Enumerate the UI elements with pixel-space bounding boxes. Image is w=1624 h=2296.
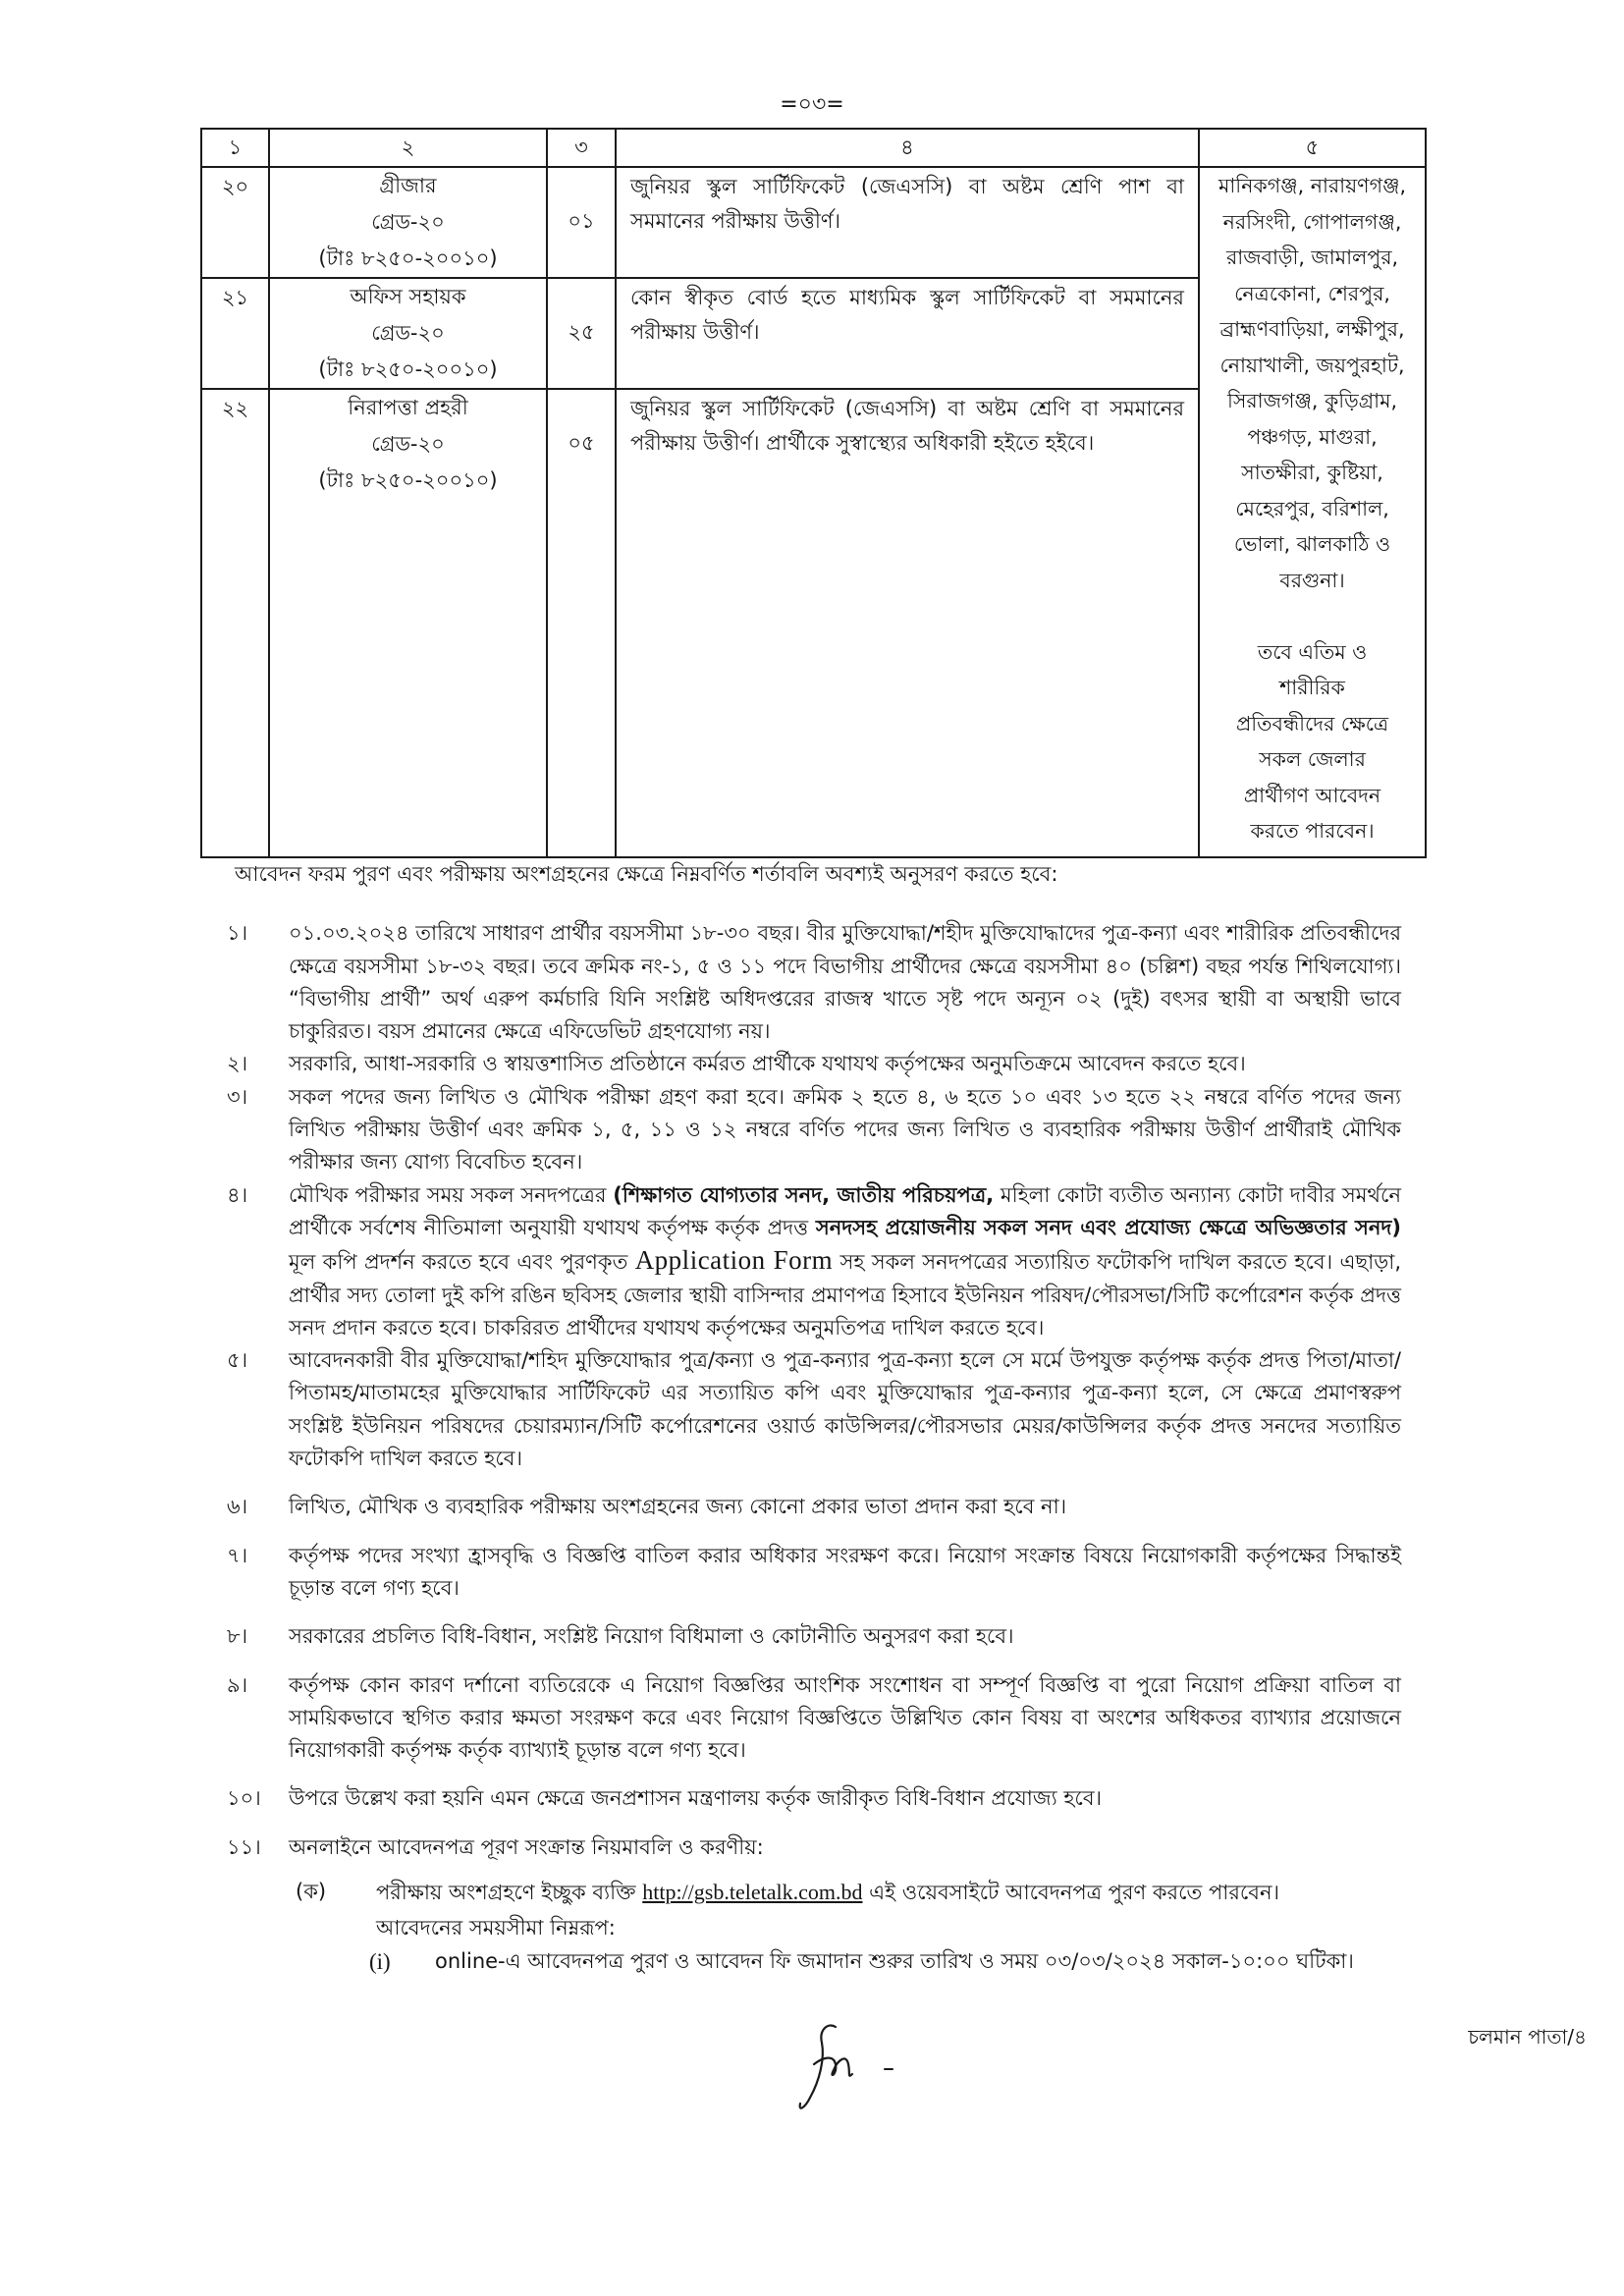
conditions-section — [227, 858, 1401, 1978]
condition-text: সরকারি, আধা-সরকারি ও স্বায়ত্তশাসিত প্রতিষ্ঠানে কর্মরত প্রার্থীকে যথাযথ কর্তৃপক্ষের অনুমতিক্রমে আবেদন করতে হবে। — [289, 1052, 1246, 1076]
condition-text: আবেদনকারী বীর মুক্তিযোদ্ধা/শহিদ মুক্তিযোদ্ধার পুত্র/কন্যা ও পুত্র-কন্যার পুত্র-কন্যা হলে সে মর্মে উপযুক্ত কর্তৃপক্ষ কর্তৃক প্রদত্ত পিতা/মাতা/পিতামহ/মাতামহের মুক্তিযোদ্ধার সার্টিফিকেট এর সত্যায়িত কপি এবং মুক্তিযোদ্ধার পুত্র-কন্যার পুত্র-কন্যা হলে, সে ক্ষেত্রে প্রমাণস্বরুপ সংশ্লিষ্ট ইউনিয়ন পরিষদের চেয়ারম্যান/সিটি কর্পোরেশনের ওয়ার্ড কাউন্সিলর/পৌরসভার মেয়র/কাউন্সিলর কর্তৃক প্রদত্ত সনদের সত্যায়িত ফটোকপি দাখিল করতে হবে। — [289, 1348, 1401, 1471]
post-title: অফিস সহায়ক — [350, 285, 466, 308]
table-header-cell: ৪ — [616, 129, 1199, 167]
district-line: সাতক্ষীরা, কুষ্টিয়া, — [1241, 461, 1383, 484]
district-line: পঞ্চগড়, মাগুরা, — [1247, 424, 1378, 449]
post-cell — [269, 278, 547, 389]
condition-number: ৯। — [227, 1672, 248, 1697]
qualification-cell: জুনিয়র স্কুল সার্টিফিকেট (জেএসসি) বা অষ্টম শ্রেণি পাশ বা সমমানের পরীক্ষায় উত্তীর্ণ। — [616, 167, 1199, 278]
condition-text: কর্তৃপক্ষ পদের সংখ্যা হ্রাসবৃদ্ধি ও বিজ্ঞপ্তি বাতিল করার অধিকার সংরক্ষণ করে। নিয়োগ সংক্রান্ত বিষয়ে নিয়োগকারী কর্তৃপক্ষের সিদ্ধান্তই চূড়ান্ত বলে গণ্য হবে। — [289, 1543, 1401, 1600]
post-cell — [269, 389, 547, 857]
condition-item — [227, 1669, 1401, 1768]
post-title: গ্রীজার — [379, 174, 437, 197]
condition-number: ৫। — [227, 1348, 248, 1373]
subitem-body — [376, 1876, 1398, 1945]
condition-text: উপরে উল্লেখ করা হয়নি এমন ক্ষেত্রে জনপ্রশাসন মন্ত্রণালয় কর্তৃক জারীকৃত বিধি-বিধান প্রযোজ্য হবে। — [289, 1786, 1103, 1811]
post-pay-scale: (টাঃ ৮২৫০-২০০১০) — [318, 468, 498, 492]
condition-number: ৩। — [227, 1084, 248, 1109]
post-grade: গ্রেড-২০ — [371, 210, 445, 234]
condition-number: ১০। — [227, 1786, 261, 1811]
table-header-cell: ৫ — [1199, 129, 1426, 167]
post-grade: গ্রেড-২০ — [371, 321, 445, 345]
district-note-line: প্রতিবন্ধীদের ক্ষেত্রে — [1235, 711, 1389, 736]
qualification-cell: কোন স্বীকৃত বোর্ড হতে মাধ্যমিক স্কুল সার্টিফিকেট বা সমমানের পরীক্ষায় উত্তীর্ণ। — [616, 278, 1199, 389]
condition-text: কর্তৃপক্ষ কোন কারণ দর্শানো ব্যতিরেকে এ নিয়োগ বিজ্ঞপ্তির আংশিক সংশোধন বা সম্পূর্ণ বিজ্ঞপ্তি বা পুরো নিয়োগ প্রক্রিয়া বাতিল বা সাময়িকভাবে স্থগিত করার ক্ষমতা সংরক্ষণ করে এবং নিয়োগ বিজ্ঞপ্তিতে উল্লিখিত কোন বিষয় বা অংশের অধিকতর ব্যাখ্যার প্রয়োজনে নিয়োগকারী কর্তৃপক্ষ কর্তৃক ব্যাখ্যাই চূড়ান্ত বলে গণ্য হবে। — [289, 1672, 1401, 1763]
district-line: মেহেরপুর, বরিশাল, — [1235, 496, 1389, 520]
posts-table — [200, 128, 1427, 858]
serial-cell: ২০ — [201, 167, 269, 278]
table-header-cell: ২ — [269, 129, 547, 167]
schedule-item-label: (i) — [369, 1948, 391, 1974]
application-form-text: Application Form — [634, 1245, 834, 1276]
district-spacer — [1204, 598, 1421, 634]
condition-item — [227, 1048, 1401, 1080]
district-note-line: শারীরিক — [1279, 676, 1345, 699]
district-line: নোয়াখালী, জয়পুরহাট, — [1219, 353, 1405, 377]
subitem-continuation: আবেদনের সময়সীমা নিম্নরূপ: — [376, 1916, 616, 1941]
district-note-line: প্রার্থীগণ আবেদন — [1243, 783, 1381, 807]
condition-item — [227, 1081, 1401, 1179]
post-count-cell: ০১ — [547, 167, 616, 278]
table-row — [201, 167, 1426, 278]
post-grade: গ্রেড-২০ — [371, 432, 445, 456]
district-line: সিরাজগঞ্জ, কুড়িগ্রাম, — [1227, 389, 1397, 412]
post-count-cell: ০৫ — [547, 389, 616, 857]
application-schedule-item — [369, 1945, 1382, 1978]
continued-page-note: চলমান পাতা/৪ — [1468, 2025, 1587, 2049]
condition-number: ৮। — [227, 1624, 248, 1649]
bold-text-segment: (শিক্ষাগত যোগ্যতার সনদ, জাতীয় পরিচয়পত্র, — [613, 1182, 995, 1207]
page-body — [0, 128, 1624, 1978]
condition-number: ২। — [227, 1052, 248, 1076]
district-line: ব্রাহ্মণবাড়িয়া, লক্ষীপুর, — [1219, 317, 1405, 341]
post-count-cell: ২৫ — [547, 278, 616, 389]
post-cell — [269, 167, 547, 278]
text-segment: এই ওয়েবসাইটে আবেদনপত্র পুরণ করতে পারবেন। — [862, 1881, 1280, 1905]
handwritten-signature-icon — [790, 2019, 908, 2117]
text-segment: সহ সকল সনদপত্রের সত্যায়িত ফটোকপি দাখিল করতে হবে। এছাড়া, প্রার্থীর সদ্য তোলা দুই কপি রঙিন ছবিসহ জেলার স্থায়ী বাসিন্দার প্রমাণপত্র হিসাবে ইউনিয়ন পরিষদ/পৌরসভা/সিটি কর্পোরেশন কর্তৃক প্রদত্ত সনদ প্রদান করতে হবে। চাকরিরত প্রার্থীদের যথাযথ কর্তৃপক্ষের অনুমতিপত্র দাখিল করতে হবে। — [289, 1250, 1401, 1339]
district-note-line: সকল জেলার — [1259, 747, 1366, 771]
condition-text: সকল পদের জন্য লিখিত ও মৌখিক পরীক্ষা গ্রহণ করা হবে। ক্রমিক ২ হতে ৪, ৬ হতে ১০ এবং ১৩ হতে ২২ নম্বরে বর্ণিত পদের জন্য লিখিত পরীক্ষায় উত্তীর্ণ এবং ক্রমিক ১, ৫, ১১ ও ১২ নম্বরে বর্ণিত পদের জন্য লিখিত ও ব্যবহারিক পরীক্ষায় উত্তীর্ণ প্রার্থীরাই মৌখিক পরীক্ষার জন্য যোগ্য বিবেচিত হবেন। — [289, 1084, 1402, 1175]
text-segment: পরীক্ষায় অংশগ্রহণে ইচ্ছুক ব্যক্তি — [376, 1881, 643, 1905]
condition-item — [227, 1491, 1401, 1523]
eligible-districts-cell — [1199, 167, 1426, 857]
text-segment: মহিলা কোটা ব্যতীত অন্যান্য কোটা দাবীর সমর্থনে প্রার্থীকে সর্বশেষ নীতিমালা অনুযায়ী যথাযথ কর্তৃপক্ষ কর্তৃক প্রদত্ত — [289, 1182, 1401, 1239]
online-application-subitem — [296, 1876, 1398, 1945]
condition-item — [227, 1620, 1401, 1653]
condition-item — [227, 1831, 1401, 1864]
condition-number: ১। — [227, 921, 248, 946]
application-website-link[interactable]: http://gsb.teletalk.com.bd — [642, 1880, 863, 1905]
condition-item — [227, 917, 1401, 1048]
district-line: বরগুনা। — [1279, 568, 1345, 592]
table-header-cell: ৩ — [547, 129, 616, 167]
subitem-text — [376, 1876, 1398, 1909]
condition-number: ৭। — [227, 1543, 248, 1567]
text-segment: মৌখিক পরীক্ষার সময় সকল সনদপত্রের — [289, 1182, 614, 1207]
post-title: নিরাপত্তা প্রহরী — [348, 396, 468, 419]
district-line: ভোলা, ঝালকাঠি ও — [1233, 532, 1391, 556]
district-note-line: করতে পারবেন। — [1250, 819, 1375, 843]
post-pay-scale: (টাঃ ৮২৫০-২০০১০) — [318, 246, 498, 270]
condition-item — [227, 1540, 1401, 1606]
condition-number: ৪। — [227, 1182, 248, 1207]
page-number-mark: =০৩= — [780, 92, 844, 117]
condition-text: লিখিত, মৌখিক ও ব্যবহারিক পরীক্ষায় অংশগ্রহনের জন্য কোনো প্রকার ভাতা প্রদান করা হবে না। — [289, 1495, 1067, 1519]
condition-text: ০১.০৩.২০২৪ তারিখে সাধারণ প্রার্থীর বয়সসীমা ১৮-৩০ বছর। বীর মুক্তিযোদ্ধা/শহীদ মুক্তিযোদ্ধাদের পুত্র-কন্যা এবং শারীরিক প্রতিবন্ধীদের ক্ষেত্রে বয়সসীমা ১৮-৩২ বছর। তবে ক্রমিক নং-১, ৫ ও ১১ পদে বিভাগীয় প্রার্থীদের ক্ষেত্রে বয়সসীমা ৪০ (চল্লিশ) বছর পর্যন্ত শিথিলযোগ্য। “বিভাগীয় প্রার্থী” অর্থ এরুপ কর্মচারি যিনি সংশ্লিষ্ট অধিদপ্তরের রাজস্ব খাতে সৃষ্ট পদে অন্যূন ০২ (দুই) বৎসর স্থায়ী বা অস্থায়ী ভাবে চাকুরিরত। বয়স প্রমানের ক্ষেত্রে এফিডেভিট গ্রহণযোগ্য নয়। — [289, 921, 1401, 1044]
condition-number: ৬। — [227, 1495, 248, 1519]
subitem-label: (ক) — [296, 1880, 327, 1904]
conditions-list — [227, 917, 1401, 1978]
district-line: মানিকগঞ্জ, নারায়ণগঞ্জ, — [1218, 174, 1407, 197]
condition-item — [227, 1344, 1401, 1475]
serial-cell: ২১ — [201, 278, 269, 389]
district-line: নেত্রকোনা, শেরপুর, — [1234, 281, 1390, 305]
serial-cell: ২২ — [201, 389, 269, 857]
bold-text-segment: সনদসহ প্রয়োজনীয় সকল সনদ এবং প্রযোজ্য ক্ষেত্রে অভিজ্ঞতার সনদ) — [815, 1215, 1402, 1239]
qualification-cell: জুনিয়র স্কুল সার্টিফিকেট (জেএসসি) বা অষ্টম শ্রেণি বা সমমানের পরীক্ষায় উত্তীর্ণ। প্রার্থীকে সুস্বাস্থ্যের অধিকারী হইতে হইবে। — [616, 389, 1199, 857]
table-header-cell: ১ — [201, 129, 269, 167]
table-header-row — [201, 129, 1426, 167]
text-segment: মূল কপি প্রদর্শন করতে হবে এবং পুরণকৃত — [289, 1250, 635, 1275]
condition-text: অনলাইনে আবেদনপত্র পূরণ সংক্রান্ত নিয়মাবলি ও করণীয়: — [289, 1834, 764, 1859]
district-line: নরসিংদী, গোপালগঞ্জ, — [1222, 209, 1402, 234]
condition-item — [227, 1782, 1401, 1815]
condition-text — [289, 1179, 1401, 1344]
schedule-item-text: online-এ আবেদনপত্র পুরণ ও আবেদন ফি জমাদান শুরুর তারিখ ও সময় ০৩/০৩/২০২৪ সকাল-১০:০০ ঘটিকা। — [435, 1948, 1354, 1973]
condition-number: ১১। — [227, 1834, 261, 1859]
condition-item — [227, 1179, 1401, 1344]
condition-text: সরকারের প্রচলিত বিধি-বিধান, সংশ্লিষ্ট নিয়োগ বিধিমালা ও কোটানীতি অনুসরণ করা হবে। — [289, 1624, 1014, 1649]
conditions-intro: আবেদন ফরম পুরণ এবং পরীক্ষায় অংশগ্রহনের ক্ষেত্রে নিম্নবর্ণিত শর্তাবলি অবশ্যই অনুসরণ করতে হবে: — [235, 862, 1058, 886]
post-pay-scale: (টাঃ ৮২৫০-২০০১০) — [318, 357, 498, 381]
district-note-line: তবে এতিম ও — [1257, 639, 1368, 664]
district-line: রাজবাড়ী, জামালপুর, — [1225, 246, 1399, 269]
